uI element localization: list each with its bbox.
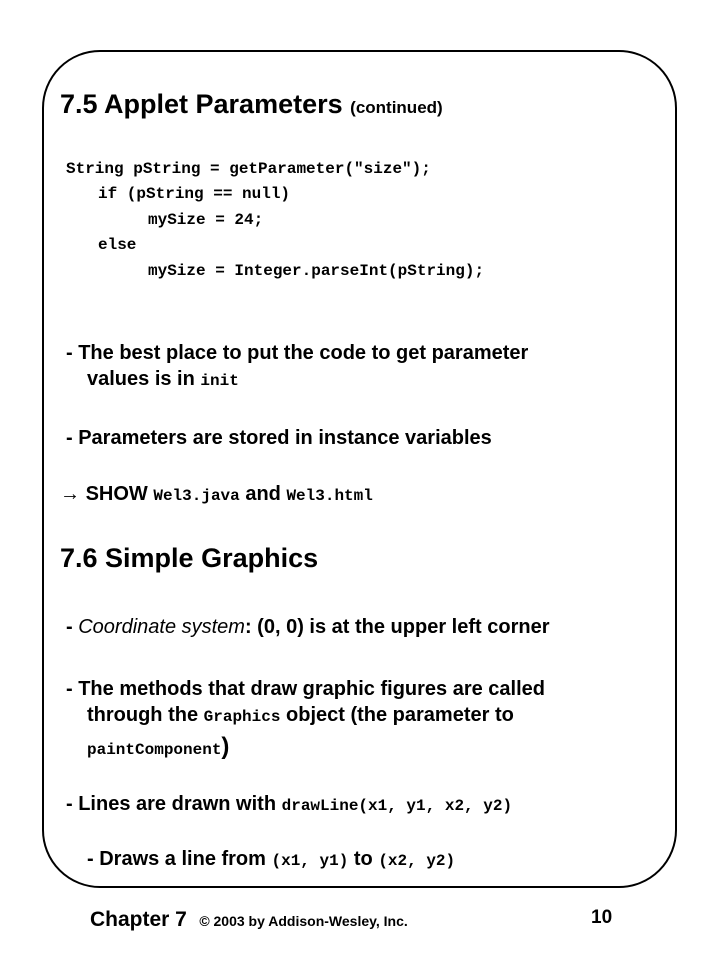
code-line-5: mySize = Integer.parseInt(pString); xyxy=(148,262,485,280)
coord-dash: - xyxy=(66,616,79,638)
bullet-coordinate-system xyxy=(66,616,549,639)
bullet-lines-drawn xyxy=(66,793,512,816)
show-file-java: Wel3.java xyxy=(153,487,240,505)
code-line-1: String pString = getParameter("size"); xyxy=(66,160,431,178)
show-and: and xyxy=(239,483,287,505)
draws-text: - Draws a line from xyxy=(87,848,272,870)
footer xyxy=(90,908,408,932)
show-file-html: Wel3.html xyxy=(286,487,373,505)
title-text: 7.5 Applet Parameters xyxy=(60,89,343,119)
page-number: 10 xyxy=(591,907,613,928)
show-label: SHOW xyxy=(85,483,154,505)
show-line xyxy=(60,483,373,506)
code-line-3: mySize = 24; xyxy=(148,211,264,229)
bullet-methods-line3 xyxy=(87,733,229,761)
coord-rest: : (0, 0) is at the upper left corner xyxy=(244,616,550,638)
lines-text: - Lines are drawn with xyxy=(66,793,282,815)
coord-term: Coordinate system xyxy=(78,616,245,638)
methods-text-a: through the xyxy=(87,704,204,726)
footer-copyright: © 2003 by Addison-Wesley, Inc. xyxy=(199,913,408,929)
methods-text-b: object (the parameter to xyxy=(280,704,514,726)
bullet-draws-line xyxy=(87,848,455,871)
draws-to: to xyxy=(348,848,379,870)
bullet-methods-line1: - The methods that draw graphic figures are called xyxy=(66,678,545,700)
graphics-code: Graphics xyxy=(203,708,281,726)
footer-chapter: Chapter 7 xyxy=(90,908,187,931)
bullet-best-place-text: values is in xyxy=(87,368,201,390)
arrow-right-icon: → xyxy=(60,483,80,505)
methods-close-paren: ) xyxy=(221,733,230,760)
init-code: init xyxy=(200,372,239,390)
bullet-best-place-line1: - The best place to put the code to get parameter xyxy=(66,342,529,364)
bullet-methods-line2 xyxy=(87,704,514,727)
bullet-instance-variables: - Parameters are stored in instance variables xyxy=(66,427,492,449)
paintcomponent-code: paintComponent xyxy=(87,741,222,759)
code-line-4: else xyxy=(98,236,137,254)
drawline-code: drawLine(x1, y1, x2, y2) xyxy=(281,797,513,815)
bullet-best-place-line2 xyxy=(87,368,239,391)
draws-code-from: (x1, y1) xyxy=(271,852,349,870)
title-continued: (continued) xyxy=(350,98,443,117)
code-line-2: if (pString == null) xyxy=(98,185,291,203)
draws-code-to: (x2, y2) xyxy=(378,852,456,870)
section-title-applet-parameters xyxy=(60,89,443,120)
section-title-simple-graphics: 7.6 Simple Graphics xyxy=(60,543,319,573)
